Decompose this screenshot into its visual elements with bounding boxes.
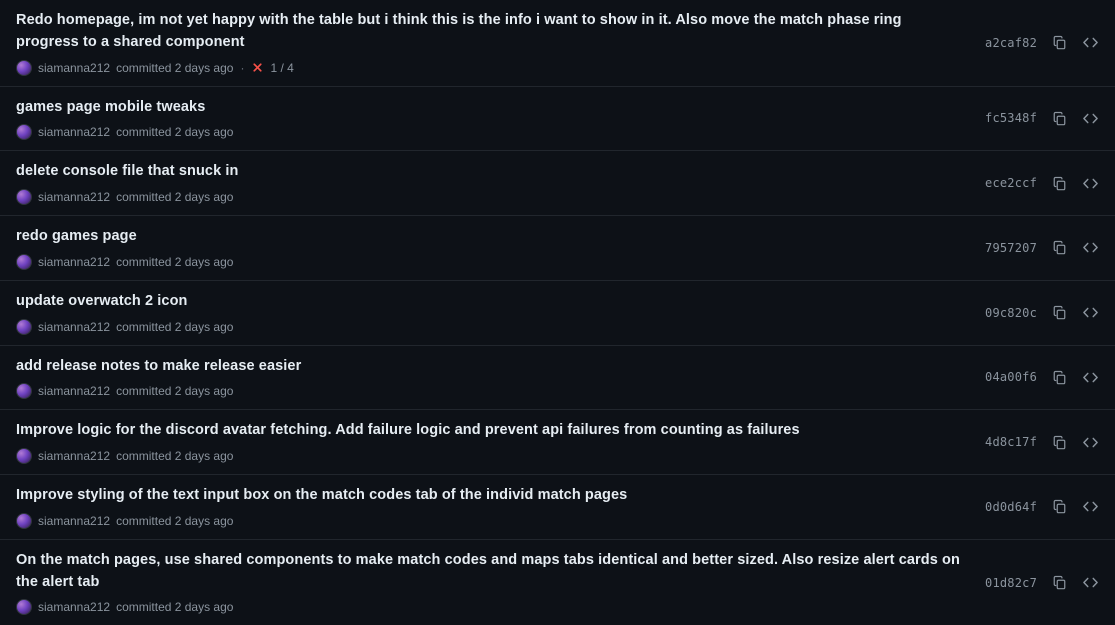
commit-main xyxy=(16,226,985,270)
copy-icon[interactable] xyxy=(1050,174,1068,192)
commit-author[interactable]: siamanna212 xyxy=(38,513,111,528)
commit-meta xyxy=(16,254,961,270)
commit-message-link[interactable]: delete console file that snuck in xyxy=(16,163,239,180)
commit-main xyxy=(16,161,985,205)
commit-actions xyxy=(985,574,1099,592)
code-brackets-icon[interactable] xyxy=(1081,109,1099,127)
commit-row xyxy=(0,475,1115,540)
commit-author[interactable]: siamanna212 xyxy=(38,319,111,334)
commit-meta xyxy=(16,189,961,205)
commit-row xyxy=(0,0,1115,87)
commit-main xyxy=(16,97,985,141)
check-count[interactable]: 1 / 4 xyxy=(270,60,294,75)
commit-timestamp: committed 2 days ago xyxy=(116,384,234,399)
meta-separator: · xyxy=(240,60,245,75)
commit-row xyxy=(0,540,1115,625)
commit-author[interactable]: siamanna212 xyxy=(38,60,111,75)
commit-meta xyxy=(16,448,961,464)
commit-timestamp: committed 2 days ago xyxy=(116,513,234,528)
commit-sha[interactable]: 09c820c xyxy=(985,305,1037,320)
copy-icon[interactable] xyxy=(1050,304,1068,322)
avatar[interactable] xyxy=(16,124,32,140)
avatar[interactable] xyxy=(16,513,32,529)
code-brackets-icon[interactable] xyxy=(1081,368,1099,386)
commit-sha[interactable]: ece2ccf xyxy=(985,176,1037,191)
commit-sha[interactable]: 7957207 xyxy=(985,240,1037,255)
commit-row xyxy=(0,151,1115,216)
commit-actions xyxy=(985,174,1099,192)
commit-meta xyxy=(16,383,961,399)
commit-timestamp: committed 2 days ago xyxy=(116,60,234,75)
copy-icon[interactable] xyxy=(1050,574,1068,592)
commit-timestamp: committed 2 days ago xyxy=(116,254,234,269)
code-brackets-icon[interactable] xyxy=(1081,574,1099,592)
avatar[interactable] xyxy=(16,383,32,399)
avatar[interactable] xyxy=(16,189,32,205)
commit-author[interactable]: siamanna212 xyxy=(38,384,111,399)
commit-author[interactable]: siamanna212 xyxy=(38,449,111,463)
commit-author[interactable]: siamanna212 xyxy=(38,600,111,615)
commit-message-link[interactable]: Improve logic for the discord avatar fetching. Add failure logic and prevent api failures from counting as failures xyxy=(16,422,800,439)
commit-author[interactable]: siamanna212 xyxy=(38,254,111,269)
commit-actions xyxy=(985,304,1099,322)
commit-message-link[interactable]: redo games page xyxy=(16,228,137,244)
avatar[interactable] xyxy=(16,319,32,335)
x-fail-icon[interactable] xyxy=(251,61,264,74)
commit-message-link[interactable]: games page mobile tweaks xyxy=(16,98,206,115)
commit-sha[interactable]: 01d82c7 xyxy=(985,575,1037,590)
commit-timestamp: committed 2 days ago xyxy=(116,319,234,334)
commit-sha[interactable]: 4d8c17f xyxy=(985,435,1037,450)
commit-sha[interactable]: a2caf82 xyxy=(985,35,1037,50)
commit-message-link[interactable]: add release notes to make release easier xyxy=(16,357,302,374)
copy-icon[interactable] xyxy=(1050,34,1068,52)
commit-main xyxy=(16,10,985,76)
commit-timestamp: committed 2 days ago xyxy=(116,600,234,615)
avatar[interactable] xyxy=(16,60,32,76)
commit-meta xyxy=(16,60,961,76)
code-brackets-icon[interactable] xyxy=(1081,239,1099,257)
commit-row xyxy=(0,281,1115,346)
commit-row xyxy=(0,216,1115,281)
commit-message-link[interactable]: On the match pages, use shared components to make match codes and maps tabs identical and better sized. Also resize alert cards on the alert tab xyxy=(16,551,960,590)
avatar[interactable] xyxy=(16,254,32,270)
copy-icon[interactable] xyxy=(1050,239,1068,257)
code-brackets-icon[interactable] xyxy=(1081,433,1099,451)
commit-row xyxy=(0,87,1115,152)
commit-main xyxy=(16,485,985,529)
copy-icon[interactable] xyxy=(1050,368,1068,386)
commit-actions xyxy=(985,34,1099,52)
commit-actions xyxy=(985,109,1099,127)
code-brackets-icon[interactable] xyxy=(1081,498,1099,516)
commit-sha[interactable]: 0d0d64f xyxy=(985,499,1037,514)
commit-meta xyxy=(16,513,961,529)
copy-icon[interactable] xyxy=(1050,433,1068,451)
commit-message-link[interactable]: Improve styling of the text input box on the match codes tab of the individ match pages xyxy=(16,487,628,503)
commit-meta xyxy=(16,319,961,335)
commit-main xyxy=(16,550,985,616)
commit-message-link[interactable]: update overwatch 2 icon xyxy=(16,292,188,309)
commit-actions xyxy=(985,368,1099,386)
commit-row xyxy=(0,410,1115,475)
commit-sha[interactable]: fc5348f xyxy=(985,111,1037,126)
commit-actions xyxy=(985,498,1099,516)
commit-actions xyxy=(985,433,1099,451)
avatar[interactable] xyxy=(16,448,32,464)
commit-author[interactable]: siamanna212 xyxy=(38,125,111,140)
code-brackets-icon[interactable] xyxy=(1081,304,1099,322)
avatar[interactable] xyxy=(16,599,32,615)
copy-icon[interactable] xyxy=(1050,498,1068,516)
commit-timestamp: committed 2 days ago xyxy=(116,449,234,463)
commit-meta xyxy=(16,599,961,615)
code-brackets-icon[interactable] xyxy=(1081,174,1099,192)
commit-actions xyxy=(985,239,1099,257)
commit-main xyxy=(16,291,985,335)
commit-sha[interactable]: 04a00f6 xyxy=(985,370,1037,385)
code-brackets-icon[interactable] xyxy=(1081,34,1099,52)
commit-main xyxy=(16,420,985,464)
commit-author[interactable]: siamanna212 xyxy=(38,190,111,204)
copy-icon[interactable] xyxy=(1050,109,1068,127)
commit-row xyxy=(0,346,1115,411)
commit-main xyxy=(16,356,985,400)
commit-timestamp: committed 2 days ago xyxy=(116,125,234,140)
commit-timestamp: committed 2 days ago xyxy=(116,190,234,204)
commit-meta xyxy=(16,124,961,140)
commit-message-link[interactable]: Redo homepage, im not yet happy with the table but i think this is the info i want to show in it. Also move the match phase ring progress to a shared component xyxy=(16,12,902,50)
